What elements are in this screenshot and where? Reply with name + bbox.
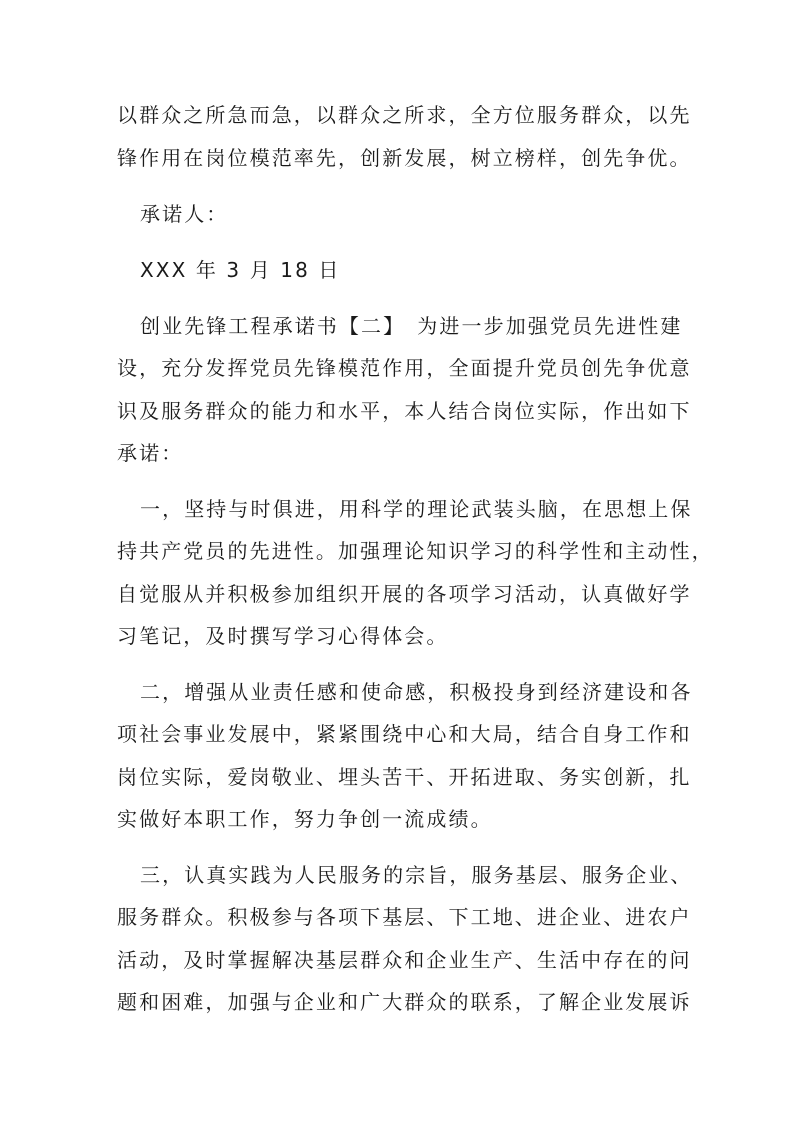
body-text-line: 以群众之所急而急，以群众之所求，全方位服务群众，以先 xyxy=(117,103,692,127)
pledge-item-2-line: 岗位实际，爱岗敬业、埋头苦干、开拓进取、务实创新，扎 xyxy=(117,765,692,789)
pledge-item-3-line: 活动，及时掌握解决基层群众和企业生产、生活中存在的问 xyxy=(117,948,692,972)
pledge-item-1-line: 持共产党员的先进性。加强理论知识学习的科学性和主动性， xyxy=(117,539,714,563)
pledge-item-3-line: 题和困难，加强与企业和广大群众的联系，了解企业发展诉 xyxy=(117,990,692,1014)
pledge-item-1-line: 习笔记，及时撰写学习心得体会。 xyxy=(117,624,449,648)
body-text-line: 识及服务群众的能力和水平，本人结合岗位实际，作出如下 xyxy=(117,399,692,423)
signatory-label: 承诺人： xyxy=(140,202,229,226)
body-text-line: 承诺： xyxy=(117,441,184,465)
signature-date: XXX 年 3 月 18 日 xyxy=(140,258,341,282)
pledge-item-2-line: 二，增强从业责任感和使命感，积极投身到经济建设和各 xyxy=(140,680,693,704)
pledge-item-1-line: 自觉服从并积极参加组织开展的各项学习活动，认真做好学 xyxy=(117,582,692,606)
body-text-line: 设，充分发挥党员先锋模范作用，全面提升党员创先争优意 xyxy=(117,356,692,380)
section-heading-line: 创业先锋工程承诺书【二】 为进一步加强党员先进性建 xyxy=(140,314,683,338)
pledge-item-1-line: 一，坚持与时俱进，用科学的理论武装头脑，在思想上保 xyxy=(140,497,693,521)
pledge-item-3-line: 服务群众。积极参与各项下基层、下工地、进企业、进农户 xyxy=(117,905,692,929)
pledge-item-3-line: 三，认真实践为人民服务的宗旨，服务基层、服务企业、 xyxy=(140,863,693,887)
pledge-item-2-line: 项社会事业发展中，紧紧围绕中心和大局，结合自身工作和 xyxy=(117,722,692,746)
pledge-item-2-line: 实做好本职工作，努力争创一流成绩。 xyxy=(117,807,493,831)
body-text-line: 锋作用在岗位模范率先，创新发展，树立榜样，创先争优。 xyxy=(117,146,692,170)
